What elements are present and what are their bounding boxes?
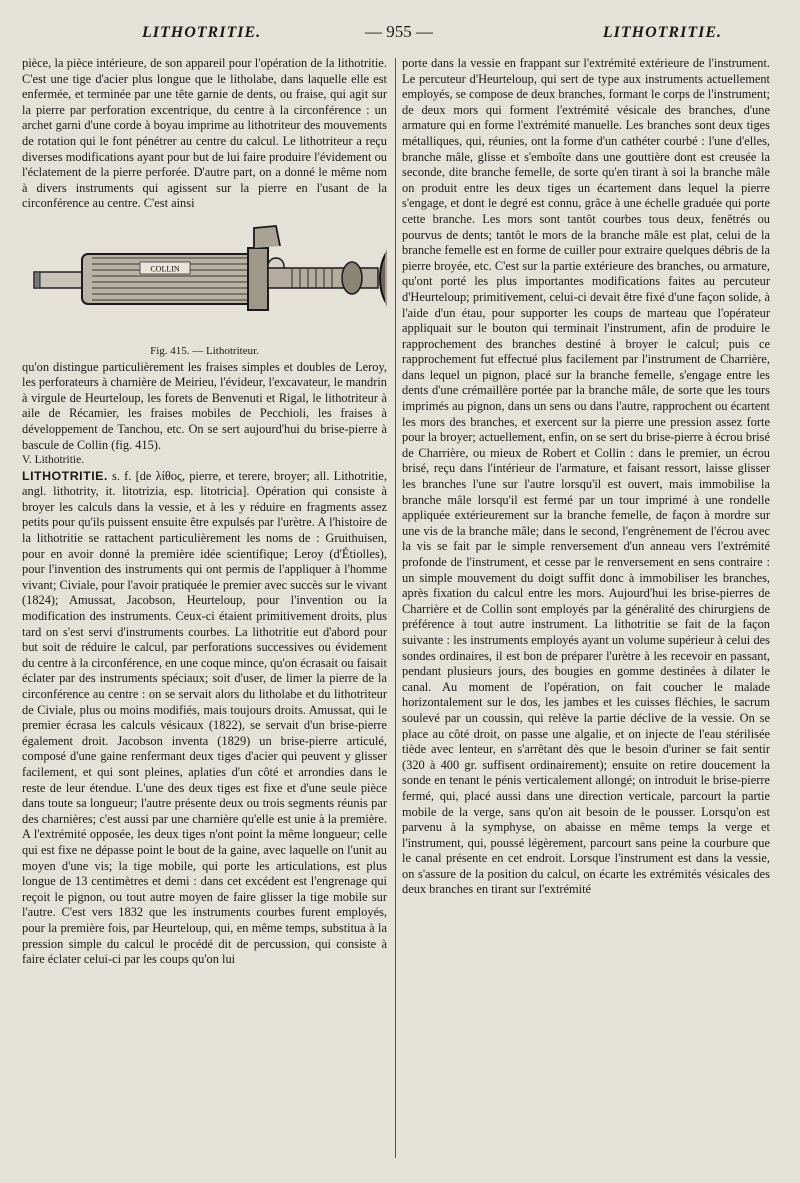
column-divider <box>395 58 396 1158</box>
left-top-paragraph: pièce, la pièce intérieure, de son appareil pour l'opération de la lithotritie. C'est une tige d'acier plus longue que le litholabe, dans laquelle elle est enfermée, et terminée par une tête garnie de dents, ou fraise, qui agit sur la pierre par perforation excentrique, du centre à la circonférence : un archet garni d'une corde à boyau imprime au lithotriteur des mouvements de rotation qui le font pénétrer au centre du calcul. Le lithotriteur a reçu diverses modifications ayant pour but de lui faire produire l'évidement ou l'éclatement de la pierre perforée. D'autre part, on a donné le même nom à divers instruments qui agissent sur la pierre en l'usant de la circonférence au centre. C'est ainsi <box>22 56 387 211</box>
left-column <box>22 56 387 1166</box>
entry-headword: LITHOTRITIE. <box>22 468 108 483</box>
figure-caption: Fig. 415. — Lithotriteur. <box>150 344 259 357</box>
lithotriteur-figure <box>22 218 387 340</box>
left-running-head: LITHOTRITIE. <box>142 24 262 41</box>
right-running-head: LITHOTRITIE. <box>602 24 722 41</box>
right-column <box>402 56 770 1166</box>
page-number: — 955 — <box>365 22 433 41</box>
right-column-text: porte dans la vessie en frappant sur l'extrémité extérieure de l'instrument. Le percuteur d'Heurteloup, qui sert de type aux instruments actuellement employés, se compose de deux branches, formant le corps de l'instrument; de deux mors qui forment l'extrémité vésicale des branches, d'une armature qui en forme l'extrémité manuelle. Les branches sont deux tiges métalliques, qui, réunies, ont la forme d'un cathéter courbé : l'une d'elles, branche mâle, glisse et s'emboîte dans une gouttière dont est creusée la seconde, dite branche femelle, de sorte qu'en tirant à soi la branche mâle on produit entre les deux tiges un écartement dans lequel la pierre s'engage, et dont le degré est connu, grâce à une échelle graduée qui porte cette branche. Les mors sont tantôt courbes tous deux, fenêtrés ou pourvus de dents; tantôt le mors de la branche mâle est plat, celui de la branche femelle est en forme de cuiller pour extraire quelques débris de la pierre broyée, etc. C'est sur la partie extérieure des branches, ou armature, qu'ont porté les plus importantes modifications faites au percuteur d'Heurteloup; primitivement, celui-ci devait être fixé d'une façon solide, à l'aide d'un étau, pour supporter les coups de marteau que l'opérateur appliquait sur le bouton qui terminait l'instrument, afin de produire le rapprochement des branches destiné à broyer le calcul; puis ce rapprochement fut effectué plus facilement par l'instrument de Charrière, dans lequel un pignon, placé sur la branche femelle, s'engage entre les dents d'une crémaillère portée par la branche mâle, de sorte que les tours imprimés au pignon, dans un sens ou dans l'autre, rapprochent ou écartent les mors des branches, et exercent sur la pierre une pression assez forte pour la broyer; actuellement, enfin, on se sert du brise-pierre à écrou brisé de Charrière, ou mieux de Robert et Collin : dans le premier, un écrou brisé, reçu dans l'intérieur de l'armature, et faisant ressort, laisse glisser les branches l'une sur l'autre lorsqu'il est ouvert, mais immobilise la branche mâle lorsqu'il est fermé par un tour imprimé à une rondelle appliquée extérieurement sur la branche femelle, de façon à mordre sur une vis de la branche mâle; dans le second, l'engrènement de l'écrou avec la vis se fait par le simple renversement d'un anneau vers l'extrémité profonde de l'instrument, et cesse par le renversement en sens contraire : un simple mouvement du doigt suffit donc à immobiliser les branches, après fixation du calcul entre les mors. Aujourd'hui les brise-pierres de Charrière et de Collin sont employés par la généralité des chirurgiens de préférence à tout autre instrument. La lithotritie se fait de la façon suivante : les instruments employés ayant un volume supérieur à celui des sondes ordinaires, il est bon de préparer l'urètre à les recevoir en passant, pendant plusieurs jours, des bougies en gomme destinées à dilater le canal. Au moment de l'opération, on fait coucher le malade horizontalement sur le dos, les jambes et les cuisses fléchies, le sacrum soulevé par un coussin, qui relève la partie déclive de la vessie. On se place au côté droit, on passe une algalie, et on injecte de l'eau stérilisée tiède avec lenteur, en s'arrêtant dès que le besoin d'uriner se fait sentir (320 à 400 gr. suffisent ordinairement); ensuite on retire doucement la sonde en tenant le pénis verticalement allongé; on introduit le brise-pierre fermé, qui, placé aussi dans une direction verticale, parcourt la partie mobile de la verge, sans qu'on ait besoin de le pousser. Lorsqu'on est parvenu à la symphyse, on abaisse en même temps la verge et l'instrument, qui, poussé légèrement, parcourt sans peine la courbure que le canal présente en cet endroit. Lorsque l'instrument est dans la vessie, on s'assure de la position du calcul, on écarte les extrémités vésicales des deux branches en tirant sur l'extrémité <box>402 56 770 897</box>
cross-reference: V. Lithotritie. <box>22 454 85 467</box>
page-header <box>20 14 780 48</box>
lithotriteur-illustration <box>22 218 387 340</box>
left-after-figure-paragraph: qu'on distingue particulièrement les fraises simples et doubles de Leroy, les perforateurs à charnière de Meirieu, l'évideur, l'excavateur, le mandrin à virgule de Heurteloup, les forets de Benvenuti et Rigal, le lithotriteur à aile de Récamier, les fraises mobiles de Pecchioli, les fraises à développement de Tanchou, etc. On se sert aujourd'hui du brise-pierre à bascule de Collin (fig. 415). <box>22 359 387 452</box>
engraving-label: COLLIN <box>150 264 180 274</box>
entry-text: s. f. [de λίθος, pierre, et terere, broyer; all. Lithotritie, angl. lithotrity, it. litotrizia, esp. litotricia]. Opération qui consiste à broyer les calculs dans la vessie, et à les y réduire en fragments assez petits pour qu'ils puissent ensuite être expulsés par l'urètre. A l'histoire de la lithotritie se rattachent particulièrement les noms de : Gruithuisen, pour en avoir donné la première idée scientifique; Leroy (d'Étiolles), pour l'invention des instruments qui ont permis de l'appliquer à l'homme vivant; Civiale, pour l'avoir pratiquée le premier avec succès sur le vivant (1824); Amussat, Jacobson, Heurteloup, pour l'invention ou la modification des instruments. Ceux-ci étaient primitivement droits, plus tard on s'est servi d'instruments courbes. La lithotritie eut d'abord pour but soit de réduire le calcul, par perforations successives ou évidement du centre à la circonférence, en une coque mince, qu'on écrasait ou faisait éclater par des instruments spéciaux; soit d'user, de limer la pierre de la circonférence au centre : on se servait alors du litholabe et du lithotriteur de Civiale, plus ou moins modifiés, mais toujours droits. Amussat, qui le premier écrasa les calculs vésicaux (1822), se servait d'un brise-pierre également droit. Jacobson inventa (1829) un brise-pierre articulé, composé d'une gaine renfermant deux tiges d'acier qui peuvent y glisser facilement, et qui sont pleines, aplaties d'un côté et arrondies dans le reste de leur étendue. L'une des deux tiges est fixe et d'une seule pièce dans toute sa longueur; l'autre présente deux ou trois segments réunis par des charnières; c'est aussi par une charnière qu'elle est unie à la première. A l'extrémité opposée, les deux tiges n'ont point la même longueur; celle qui est fixe ne dépasse point le bout de la gaine, avec laquelle on l'unit au moyen d'une vis; la tige mobile, qui porte les articulations, est plus longue de 13 centimètres et demi : dans cet excédent est l'engrenage qui reçoit le pignon, ou tout autre moyen de faire glisser la tige mobile sur l'autre. C'est vers 1832 que les instruments courbes furent employés, pour la première fois, par Heurteloup, qui, en même temps, substitua à la pression simple du calcul le procédé dit de percussion, qui consiste à faire éclater celui-ci par les coups qu'on lui <box>22 468 387 967</box>
entry-paragraph <box>22 469 387 968</box>
